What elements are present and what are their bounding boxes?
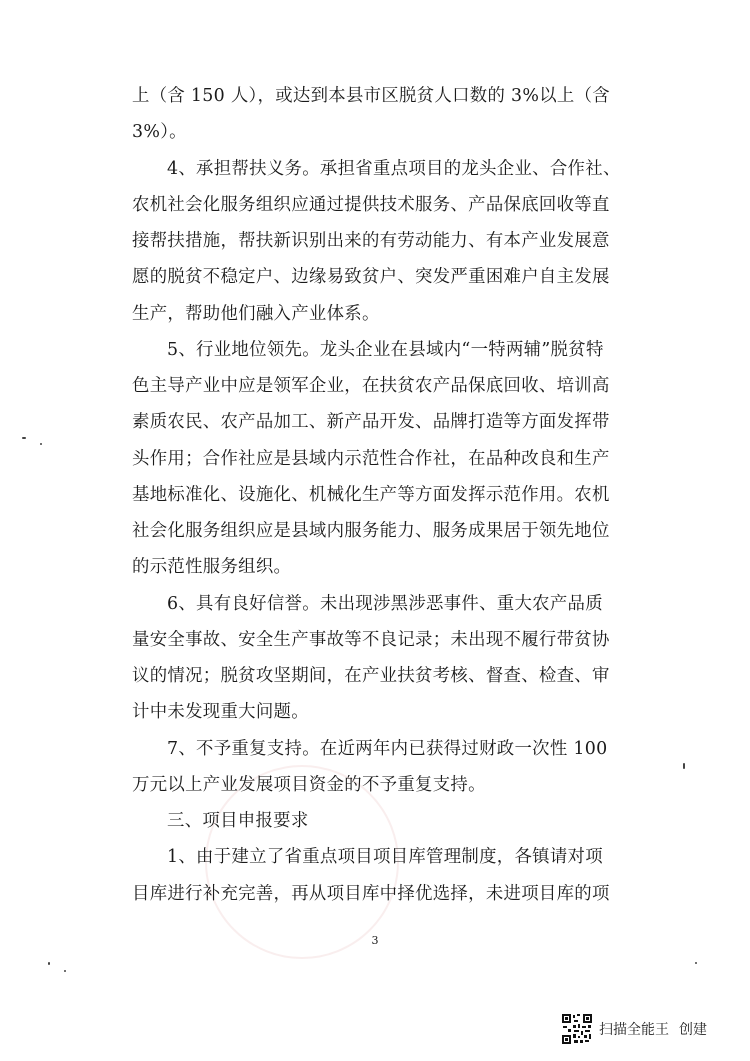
text-line: 生产，帮助他们融入产业体系。 [132, 303, 380, 324]
text-line: 量安全事故、安全生产事故等不良记录；未出现不履行带贫协 [132, 629, 610, 650]
text-line: 社会化服务组织应是县域内服务能力、服务成果居于领先地位 [132, 521, 610, 541]
qr-code-icon [561, 1013, 593, 1045]
page-number: 3 [371, 934, 379, 947]
text-line: 7、不予重复支持。在近两年内已获得过财政一次性 100 [167, 738, 608, 759]
text-line: 4、承担帮扶义务。承担省重点项目的龙头企业、合作社、 [167, 158, 621, 179]
text-line: 农机社会化服务组织应通过提供技术服务、产品保底回收等直 [132, 194, 610, 215]
scan-speck [40, 443, 42, 445]
scan-speck [22, 437, 26, 439]
text-line: 计中未发现重大问题。 [132, 702, 309, 723]
text-line: 素质农民、农产品加工、新产品开发、品牌打造等方面发挥带 [132, 412, 610, 433]
text-line: 3%）。 [132, 122, 187, 143]
text-line: 的示范性服务组织。 [132, 557, 292, 578]
text-line: 头作用；合作社应是县域内示范性合作社，在品种改良和生产 [132, 448, 610, 469]
scan-speck [64, 970, 66, 972]
text-line: 三、项目申报要求 [167, 811, 309, 831]
watermark-brand: 扫描全能王 [599, 1022, 669, 1038]
scan-speck [683, 763, 685, 769]
text-line: 目库进行补充完善，再从项目库中择优选择，未进项目库的项 [132, 883, 610, 904]
text-line: 1、由于建立了省重点项目项目库管理制度，各镇请对项 [167, 847, 603, 868]
text-line: 上（含 150 人），或达到本县市区脱贫人口数的 3%以上（含 [132, 86, 610, 106]
scan-speck [48, 962, 50, 965]
text-line: 6、具有良好信誉。未出现涉黑涉恶事件、重大农产品质 [167, 593, 603, 614]
scanner-watermark [561, 1013, 707, 1045]
text-line: 色主导产业中应是领军企业，在扶贫农产品保底回收、培训高 [132, 376, 610, 396]
text-line: 愿的脱贫不稳定户、边缘易致贫户、突发严重困难户自主发展 [132, 267, 610, 288]
text-line: 基地标准化、设施化、机械化生产等方面发挥示范作用。农机 [132, 484, 610, 505]
text-line: 5、行业地位领先。龙头企业在县域内“一特两辅”脱贫特 [167, 339, 604, 360]
text-line: 议的情况；脱贫攻坚期间，在产业扶贫考核、督查、检查、审 [132, 666, 610, 686]
scan-speck [695, 962, 697, 964]
document-body [132, 78, 632, 912]
watermark-action: 创建 [679, 1022, 707, 1038]
text-line: 万元以上产业发展项目资金的不予重复支持。 [132, 774, 486, 795]
text-line: 接帮扶措施，帮扶新识别出来的有劳动能力、有本产业发展意 [132, 231, 610, 251]
